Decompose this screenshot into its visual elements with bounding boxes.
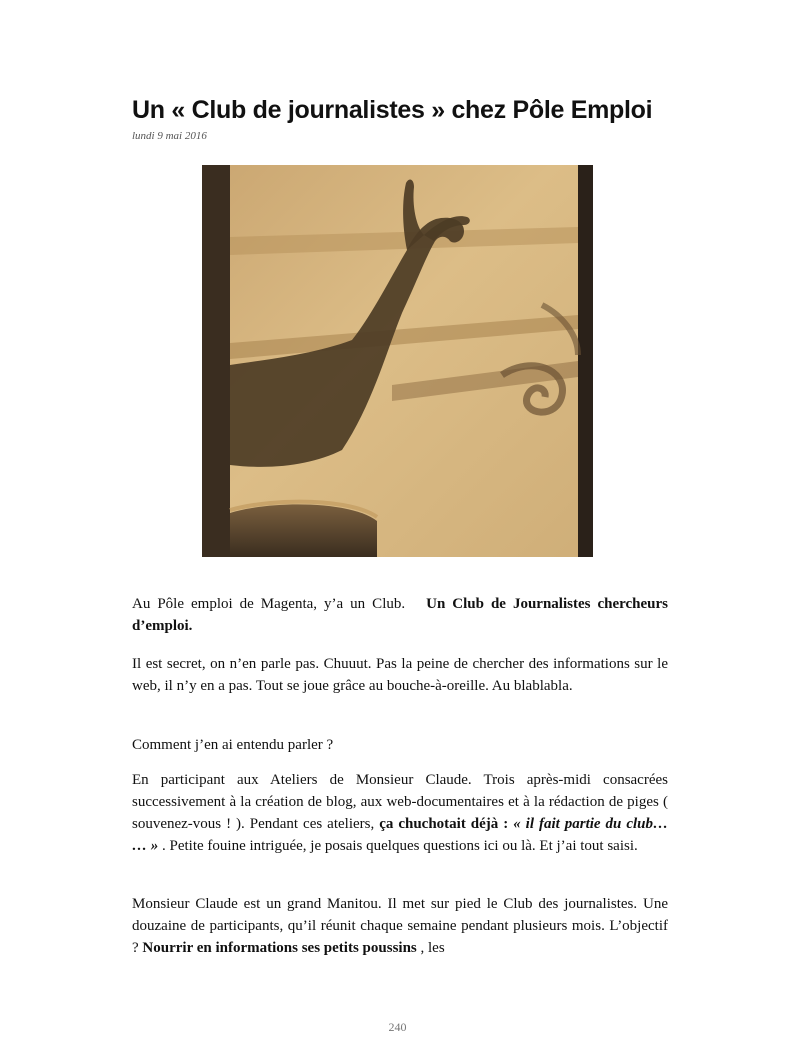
p4-text-end: . Petite fouine intriguée, je posais quelques questions ici ou là. Et j’ai tout saisi. bbox=[162, 838, 638, 854]
paragraph-1 bbox=[132, 593, 668, 637]
p4-bold: ça chuchotait déjà : bbox=[379, 816, 509, 832]
paragraph-4 bbox=[132, 769, 668, 857]
p5-bold: Nourrir en informations ses petits poussins bbox=[142, 940, 417, 956]
p2-text: Il est secret, on n’en parle pas. Chuuut. Pas la peine de chercher des informations sur le web, il n’y en a pas. Tout se joue grâce au bouche-à-oreille. Au blablabla. bbox=[132, 656, 668, 694]
p1-bold: Un Club de Journalistes chercheurs d’emploi. bbox=[132, 596, 669, 634]
paragraph-2 bbox=[132, 653, 668, 697]
page-number: 240 bbox=[388, 1020, 407, 1034]
p4-quote: « il fait partie du club… … » bbox=[132, 816, 669, 854]
article-title: Un « Club de journalistes » chez Pôle Emploi bbox=[132, 96, 653, 124]
p1-text: Au Pôle emploi de Magenta, y’a un Club. bbox=[132, 596, 406, 612]
p5-text: Monsieur Claude est un grand Manitou. Il met sur pied le Club des journalistes. Une douzaine de participants, qu’il réunit chaque semaine pendant plusieurs mois. L’objectif ? bbox=[132, 896, 668, 956]
p5-text-end: , les bbox=[420, 940, 445, 956]
p4-text: En participant aux Ateliers de Monsieur Claude. Trois après-midi consacrées successivement à la création de blog, aux web-documentaires et à la rédaction de piges ( souvenez-vous ! ). Pendant ces ateliers, bbox=[132, 772, 668, 832]
shadow-hand-photo bbox=[202, 165, 593, 557]
paragraph-3 bbox=[132, 734, 668, 756]
article-date: lundi 9 mai 2016 bbox=[132, 130, 207, 142]
p3-text: Comment j’en ai entendu parler ? bbox=[132, 737, 334, 753]
paragraph-5 bbox=[132, 893, 668, 959]
